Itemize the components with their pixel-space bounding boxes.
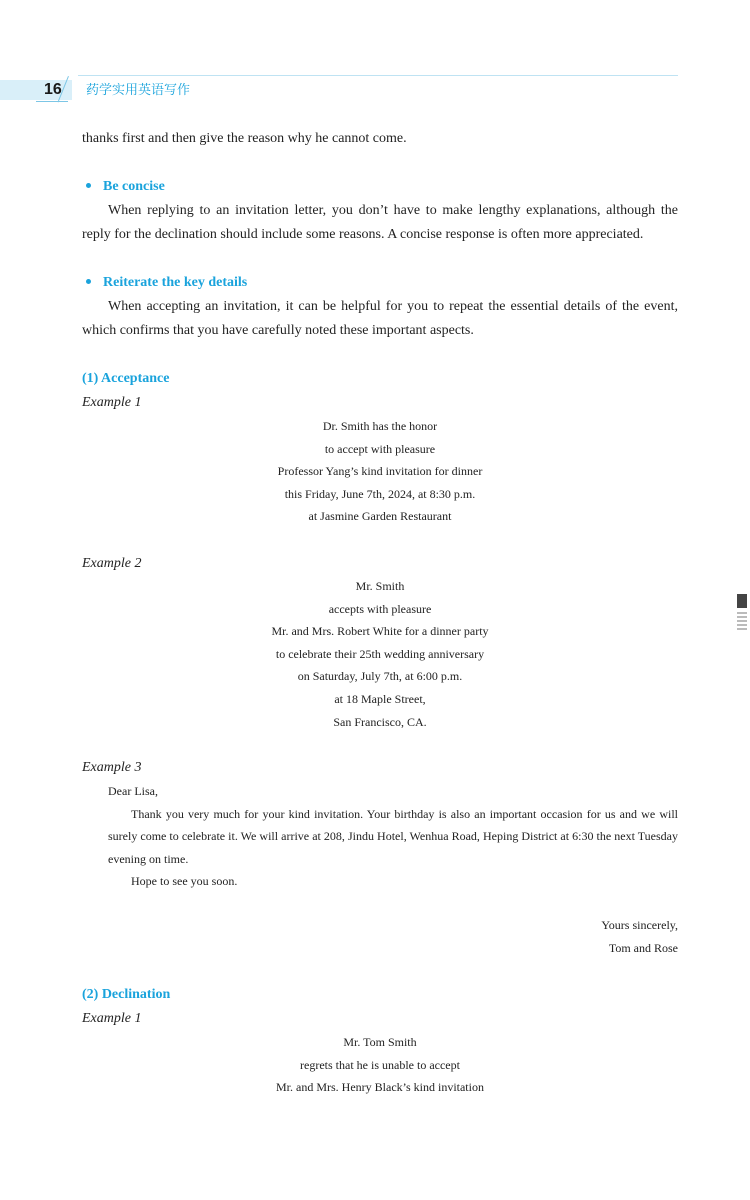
invitation-line: San Francisco, CA. [333, 714, 427, 729]
tip-heading-reiterate: Reiterate the key details [86, 273, 247, 293]
example-label: Example 3 [82, 760, 142, 775]
invitation-line: Mr. Tom Smith [343, 1035, 417, 1049]
letter-body: Thank you very much for your kind invitation. Your birthday is also an important occasion for us and we will surely come to celebrate it. We will arrive at 208, Jindu Hotel, Wenhua Road, Heping District at 6:30 the next Tuesday evening on time. [108, 806, 678, 866]
letter-signature: Tom and Rose [608, 940, 678, 955]
invitation-line: this Friday, June 7th, 2024, at 8:30 p.m. [284, 486, 476, 501]
invitation-line: at Jasmine Garden Restaurant [308, 509, 452, 524]
invitation-line: Dr. Smith has the honor [322, 419, 438, 433]
tip-paragraph-be-concise: When replying to an invitation letter, you don’t have to make lengthy explanations, although the reply for the declination should include some reasons. A concise response is often more appreciated. [82, 203, 678, 242]
acceptance-example-2 [82, 575, 678, 733]
page-number: 16 [44, 81, 62, 98]
invitation-line: to celebrate their 25th wedding anniversary [275, 646, 485, 661]
invitation-line: to accept with pleasure [324, 441, 436, 456]
invitation-line: Professor Yang’s kind invitation for dinner [277, 464, 483, 479]
section-heading-acceptance: (1) Acceptance [82, 371, 170, 386]
page-edge-mark [737, 594, 747, 608]
invitation-line: regrets that he is unable to accept [300, 1057, 460, 1072]
intro-paragraph: thanks first and then give the reason why he cannot come. [82, 131, 407, 146]
letter-closing-line: Hope to see you soon. [131, 874, 238, 888]
bullet-dot-icon [86, 183, 91, 188]
invitation-line: accepts with pleasure [328, 601, 432, 616]
example-label: Example 1 [82, 1011, 142, 1026]
acceptance-example-1 [82, 415, 678, 528]
page-number-underline [36, 101, 68, 102]
invitation-line: Mr. and Mrs. Henry Black’s kind invitation [276, 1080, 484, 1095]
header-rule [78, 75, 678, 76]
page-edge-mark [737, 612, 747, 630]
example-label: Example 1 [82, 395, 142, 410]
tip-heading-be-concise: Be concise [86, 177, 165, 197]
tip-paragraph-reiterate: When accepting an invitation, it can be helpful for you to repeat the essential details of the event, which confirms that you have carefully noted these important aspects. [82, 299, 678, 338]
invitation-line: at 18 Maple Street, [334, 691, 426, 706]
invitation-line: on Saturday, July 7th, at 6:00 p.m. [297, 669, 463, 684]
letter-signoff: Yours sincerely, [601, 918, 678, 932]
example-label: Example 2 [82, 556, 142, 571]
running-header-title: 药学实用英语写作 [86, 83, 191, 98]
invitation-line: Mr. and Mrs. Robert White for a dinner party [271, 624, 489, 639]
letter-signoff-block [601, 914, 678, 959]
declination-example-1 [82, 1031, 678, 1099]
invitation-line: Mr. Smith [355, 579, 405, 593]
bullet-dot-icon [86, 279, 91, 284]
acceptance-letter [108, 780, 678, 893]
letter-greeting: Dear Lisa, [108, 784, 158, 798]
section-heading-declination: (2) Declination [82, 987, 171, 1002]
